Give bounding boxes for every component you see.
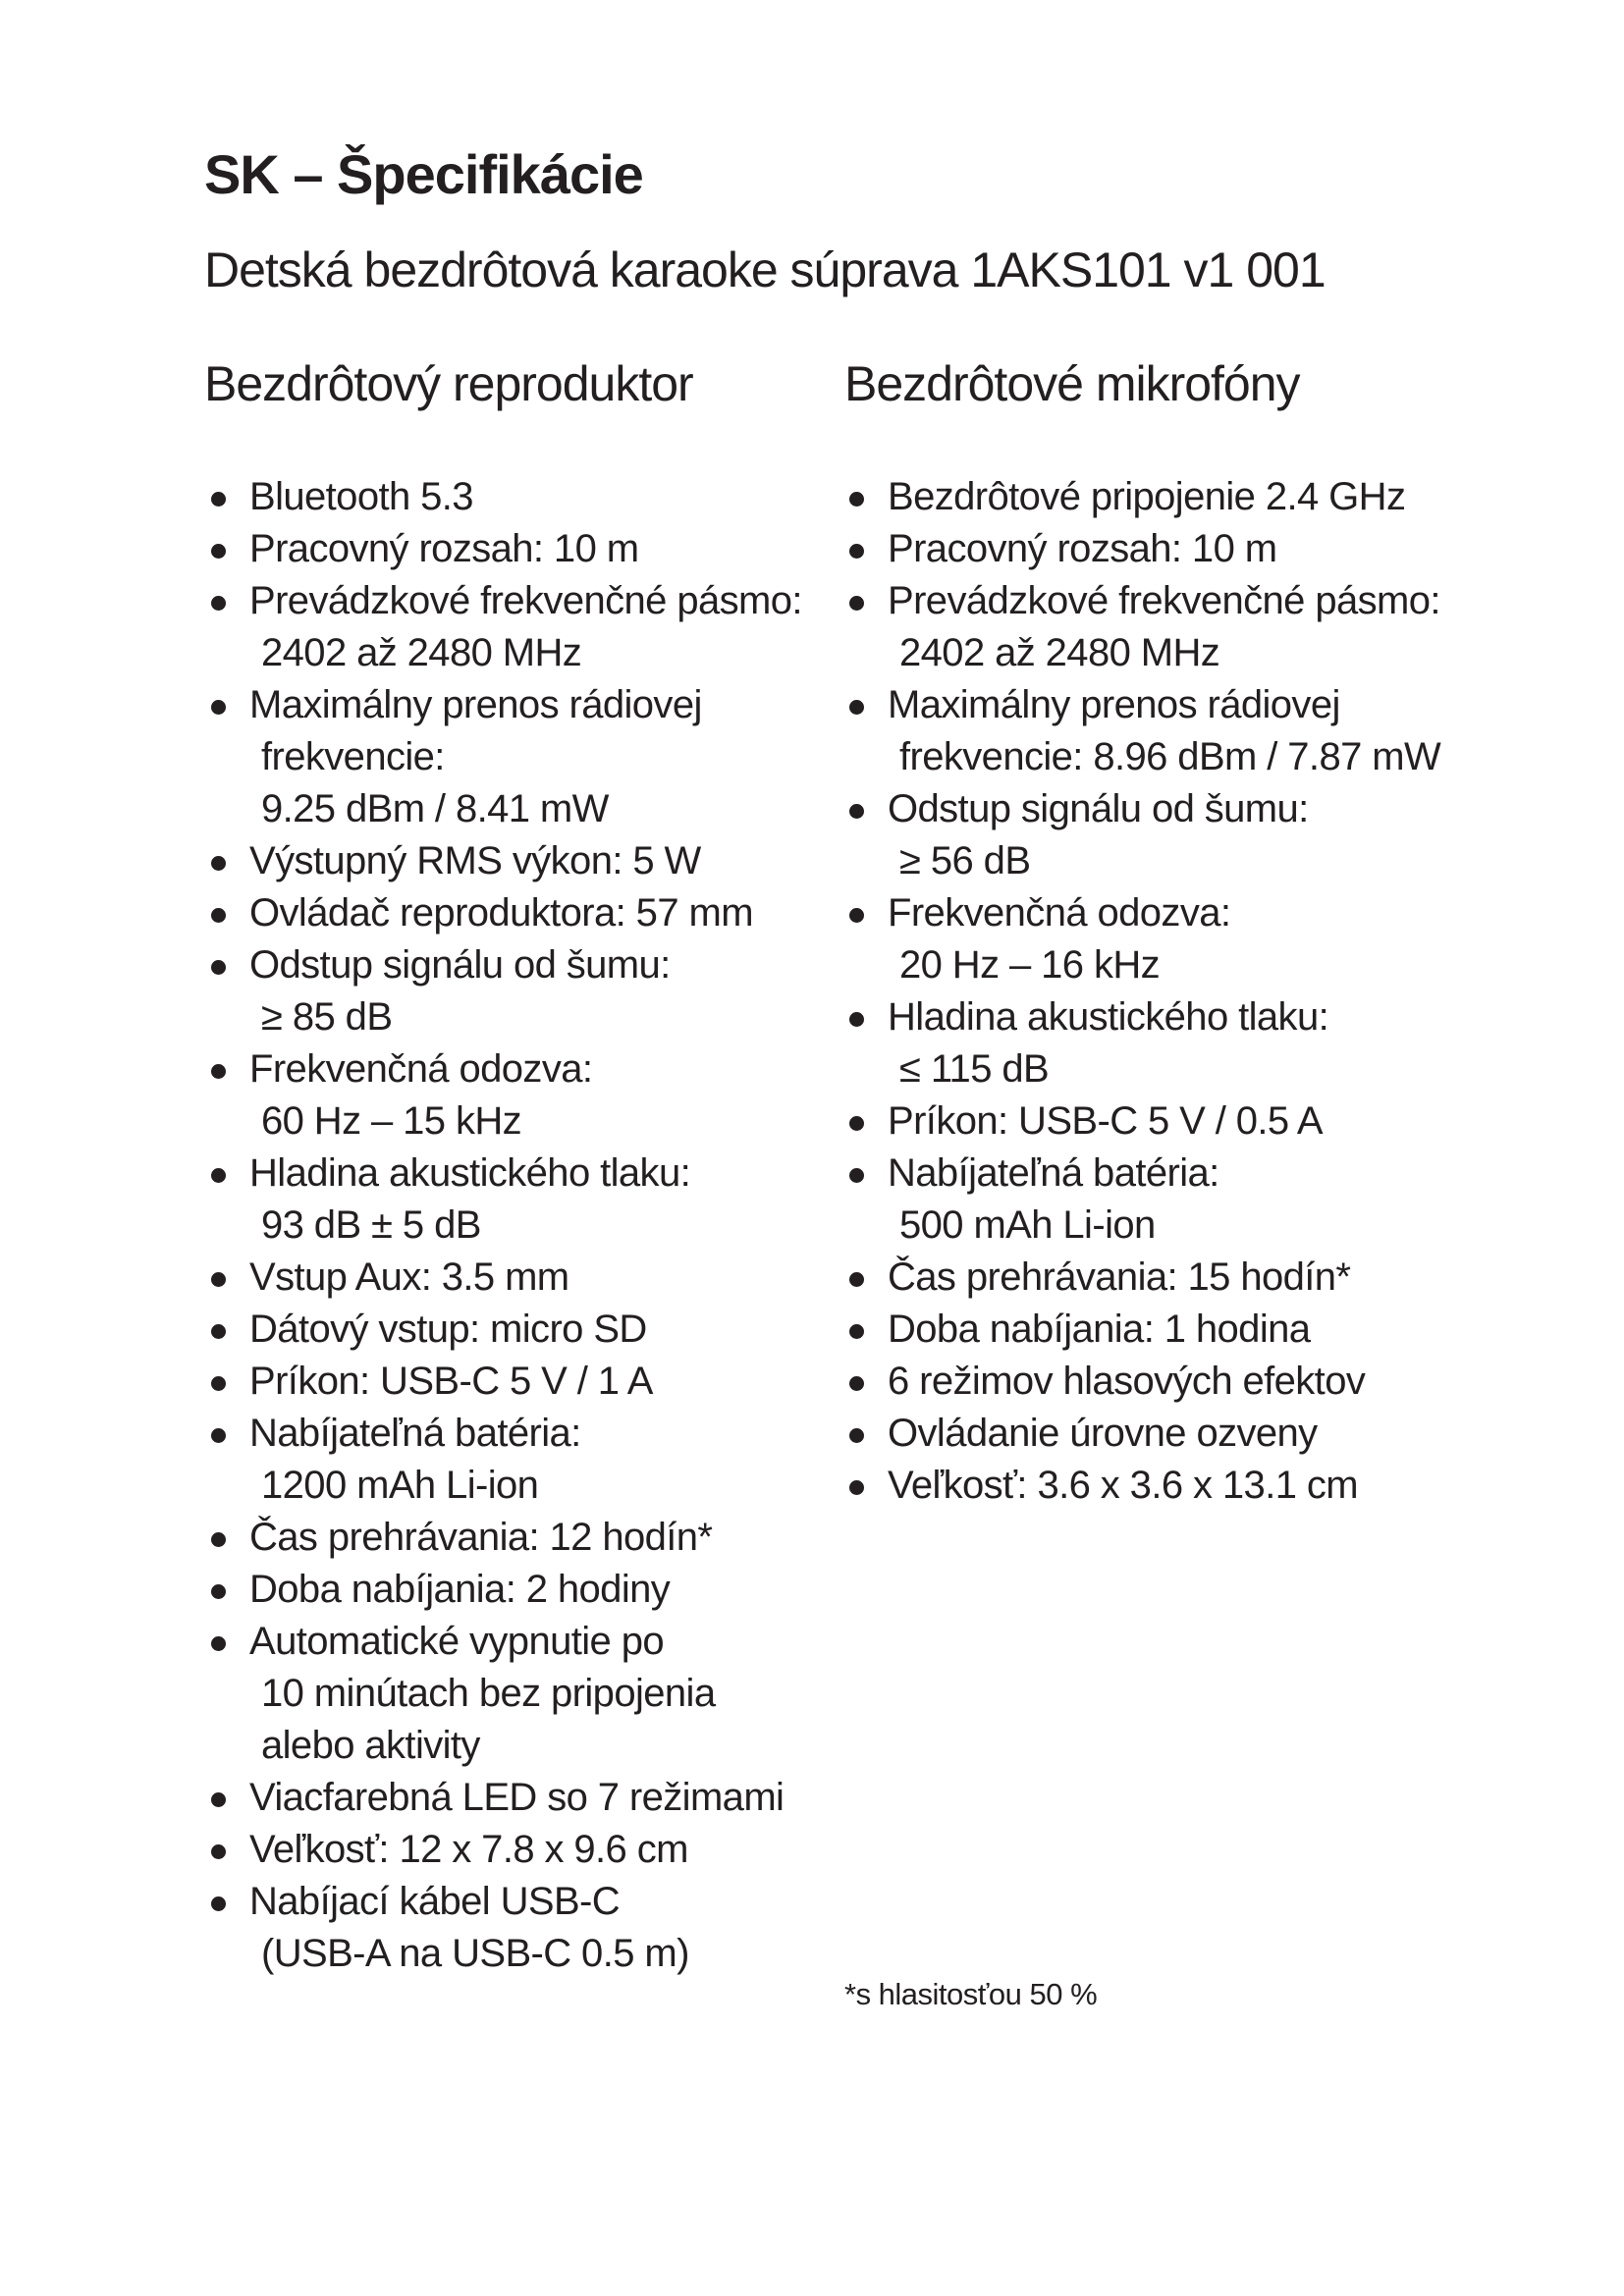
spec-item-text: Čas prehrávania: 12 hodín* <box>249 1516 713 1559</box>
spec-item-text: Hladina akustického tlaku: <box>888 995 1329 1039</box>
spec-item-continuation: 500 mAh Li-ion <box>899 1203 1156 1247</box>
spec-item-continuation: frekvencie: 8.96 dBm / 7.87 mW <box>899 735 1441 778</box>
page-subtitle: Detská bezdrôtová karaoke súprava 1AKS101 v1 001 <box>204 242 1326 297</box>
footnote: *s hlasitosťou 50 % <box>844 1977 1098 2011</box>
spec-item-continuation: ≤ 115 dB <box>899 1047 1050 1091</box>
spec-item-text: 6 režimov hlasových efektov <box>888 1360 1366 1403</box>
spec-item <box>842 679 1451 783</box>
spec-item-text: Doba nabíjania: 2 hodiny <box>249 1568 671 1611</box>
spec-item <box>842 1148 1451 1252</box>
spec-item-text: Príkon: USB-C 5 V / 1 A <box>249 1360 653 1403</box>
spec-item-continuation: 2402 až 2480 MHz <box>899 631 1220 674</box>
spec-item-text: Čas prehrávania: 15 hodín* <box>888 1255 1351 1299</box>
spec-item-text: Veľkosť: 12 x 7.8 x 9.6 cm <box>249 1828 688 1871</box>
spec-item-continuation: 10 minútach bez pripojenia <box>261 1672 716 1715</box>
spec-item-text: Odstup signálu od šumu: <box>888 787 1309 830</box>
spec-item <box>204 679 813 835</box>
spec-item <box>204 1304 813 1356</box>
microphones-heading: Bezdrôtové mikrofóny <box>844 356 1300 411</box>
spec-item <box>842 1408 1451 1460</box>
spec-item-text: Automatické vypnutie po <box>249 1620 665 1663</box>
spec-item <box>204 835 813 887</box>
spec-item-text: Viacfarebná LED so 7 režimami <box>249 1776 785 1819</box>
spec-item <box>204 1772 813 1824</box>
spec-item-text: Maximálny prenos rádiovej <box>249 683 702 726</box>
spec-item <box>204 1876 813 1980</box>
spec-item-text: Dátový vstup: micro SD <box>249 1308 647 1351</box>
spec-item <box>842 887 1451 991</box>
spec-item <box>842 471 1451 523</box>
spec-item <box>204 939 813 1043</box>
spec-item-continuation: ≥ 56 dB <box>899 839 1031 882</box>
spec-item-continuation: (USB-A na USB-C 0.5 m) <box>261 1932 689 1975</box>
spec-item-continuation: frekvencie: <box>261 735 445 778</box>
spec-item-text: Hladina akustického tlaku: <box>249 1151 691 1195</box>
spec-item-text: Pracovný rozsah: 10 m <box>888 527 1277 570</box>
page-title: SK – Špecifikácie <box>204 143 643 205</box>
spec-item <box>842 1304 1451 1356</box>
spec-item <box>842 991 1451 1095</box>
spec-item-text: Doba nabíjania: 1 hodina <box>888 1308 1311 1351</box>
spec-item-text: Nabíjateľná batéria: <box>888 1151 1219 1195</box>
spec-item <box>842 1095 1451 1148</box>
spec-item-text: Nabíjateľná batéria: <box>249 1412 581 1455</box>
spec-item <box>842 1252 1451 1304</box>
spec-item-text: Ovládanie úrovne ozveny <box>888 1412 1318 1455</box>
spec-item <box>204 1408 813 1512</box>
speaker-spec-list <box>204 471 813 1980</box>
spec-item <box>204 575 813 679</box>
spec-item-continuation: 2402 až 2480 MHz <box>261 631 582 674</box>
spec-item <box>204 1356 813 1408</box>
spec-item <box>842 783 1451 887</box>
spec-item <box>204 1148 813 1252</box>
spec-item-text: Bluetooth 5.3 <box>249 475 473 518</box>
spec-item-continuation: 1200 mAh Li-ion <box>261 1464 539 1507</box>
spec-item-text: Maximálny prenos rádiovej <box>888 683 1340 726</box>
spec-item <box>204 1616 813 1772</box>
spec-item <box>842 575 1451 679</box>
spec-item-continuation: 60 Hz – 15 kHz <box>261 1099 522 1143</box>
spec-item-continuation: ≥ 85 dB <box>261 995 393 1039</box>
speaker-heading: Bezdrôtový reproduktor <box>204 356 693 411</box>
spec-item-text: Príkon: USB-C 5 V / 0.5 A <box>888 1099 1323 1143</box>
spec-item-continuation: 9.25 dBm / 8.41 mW <box>261 787 609 830</box>
spec-item-continuation: 20 Hz – 16 kHz <box>899 943 1161 987</box>
microphones-spec-list <box>842 471 1451 1512</box>
spec-item-continuation: 93 dB ± 5 dB <box>261 1203 481 1247</box>
spec-item-text: Bezdrôtové pripojenie 2.4 GHz <box>888 475 1406 518</box>
spec-item <box>842 1460 1451 1512</box>
spec-item <box>842 523 1451 575</box>
spec-item-text: Frekvenčná odozva: <box>249 1047 593 1091</box>
spec-item <box>204 523 813 575</box>
spec-item <box>204 1043 813 1148</box>
spec-item-text: Frekvenčná odozva: <box>888 891 1231 934</box>
spec-item <box>204 1564 813 1616</box>
spec-item-text: Odstup signálu od šumu: <box>249 943 671 987</box>
spec-item <box>842 1356 1451 1408</box>
spec-item <box>204 1824 813 1876</box>
spec-item-text: Ovládač reproduktora: 57 mm <box>249 891 753 934</box>
spec-item-text: Pracovný rozsah: 10 m <box>249 527 639 570</box>
spec-item-continuation: alebo aktivity <box>261 1724 480 1767</box>
spec-item-text: Vstup Aux: 3.5 mm <box>249 1255 569 1299</box>
spec-item-text: Veľkosť: 3.6 x 3.6 x 13.1 cm <box>888 1464 1359 1507</box>
spec-item-text: Výstupný RMS výkon: 5 W <box>249 839 701 882</box>
spec-item <box>204 1512 813 1564</box>
spec-item <box>204 887 813 939</box>
spec-item <box>204 471 813 523</box>
spec-item-text: Prevádzkové frekvenčné pásmo: <box>249 579 802 622</box>
spec-item <box>204 1252 813 1304</box>
spec-item-text: Nabíjací kábel USB-C <box>249 1880 621 1923</box>
spec-item-text: Prevádzkové frekvenčné pásmo: <box>888 579 1440 622</box>
